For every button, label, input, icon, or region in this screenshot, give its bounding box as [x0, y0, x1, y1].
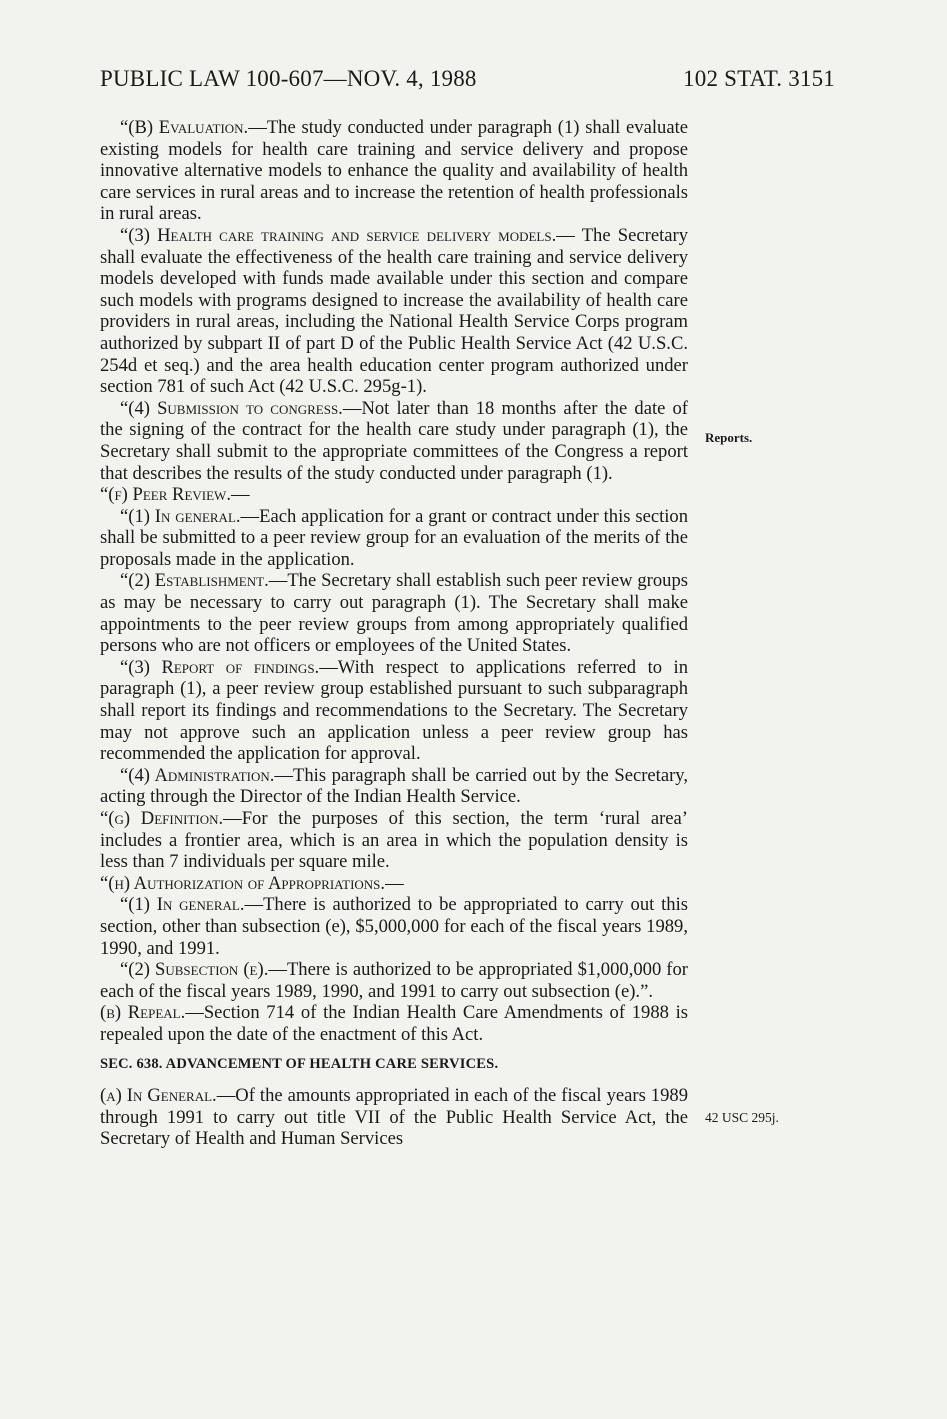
paragraph-text: —For the purposes of this section, the term ‘rural area’ includes a frontier area, which is an area in which the population density is less than 7 individuals per square mile.	[100, 808, 688, 873]
paragraph-f-peer-review	[100, 484, 688, 506]
paragraph-heading: “(1) In general.	[120, 505, 241, 527]
paragraph-3-models	[100, 225, 688, 398]
paragraph-b-repeal	[100, 1002, 688, 1045]
margin-note-reports: Reports.	[705, 430, 753, 445]
paragraph-text: —	[385, 872, 404, 894]
paragraph-text: —Section 714 of the Indian Health Care Amendments of 1988 is repealed upon the date of the enactment of this Act.	[100, 1002, 689, 1045]
paragraph-text: —There is authorized to be appropriated to carry out this section, other than subsection (e), $5,000,000 for each of the fiscal years 1989, 1990, and 1991.	[100, 894, 688, 959]
paragraph-heading: “(g) Definition.	[100, 808, 224, 829]
paragraph-g-definition	[100, 808, 688, 873]
section-heading: SEC. 638. ADVANCEMENT OF HEALTH CARE SERVICES.	[100, 1055, 499, 1072]
paragraph-heading: “(B) Evaluation.	[120, 117, 249, 138]
paragraph-f4-administration	[100, 765, 688, 808]
paragraph-text: —This paragraph shall be carried out by the Secretary, acting through the Director of the Indian Health Service.	[100, 764, 688, 808]
section-638-heading	[100, 1054, 688, 1076]
paragraph-heading: “(h) Authorization of Appropriations.	[100, 872, 386, 894]
paragraph-h2-subsection-e	[100, 959, 688, 1002]
paragraph-text: —The study conducted under paragraph (1) shall evaluate existing models for health care training and service delivery and propose innovative alternative models to enhance the quality and availability of health care services in rural areas and to increase the retention of health professionals in rural areas.	[100, 117, 688, 225]
paragraph-heading: “(2) Establishment.	[120, 570, 269, 592]
paragraph-heading: “(4) Submission to congress.	[120, 397, 343, 419]
header-law-citation: PUBLIC LAW 100-607—NOV. 4, 1988	[100, 66, 477, 91]
paragraph-a-in-general	[100, 1085, 688, 1150]
paragraph-text: —Not later than 18 months after the date of the signing of the contract for the health care study under paragraph (1), the Secretary shall submit to the appropriate committees of the Congress a report that describes the results of the study conducted under paragraph (1).	[100, 397, 688, 484]
paragraph-h-authorization	[100, 873, 688, 895]
paragraph-4-submission	[100, 398, 688, 484]
paragraph-heading: (a) In General.	[100, 1085, 217, 1107]
paragraph-f2-establishment	[100, 570, 688, 656]
paragraph-heading: “(4) Administration.	[120, 764, 275, 786]
paragraph-text: —The Secretary shall establish such peer review groups as may be necessary to carry out paragraph (1). The Secretary shall make appointments to the peer review groups from among appropriately qualified persons who are not officers or employees of the United States.	[100, 570, 688, 657]
paragraph-text: —There is authorized to be appropriated $1,000,000 for each of the fiscal years 1989, 1990, and 1991 to carry out subsection (e).”.	[100, 959, 688, 1002]
paragraph-text: —With respect to applications referred to in paragraph (1), a peer review group established pursuant to such subparagraph shall report its findings and recommendations to the Secretary. The Secretary may not approve such an application unless a peer review group has recommended the application for approval.	[100, 656, 689, 765]
paragraph-text: —Each application for a grant or contract under this section shall be submitted to a peer review group for an evaluation of the merits of the proposals made in the application.	[100, 505, 688, 570]
paragraph-heading: “(1) In general.	[120, 894, 245, 916]
paragraph-text: — The Secretary shall evaluate the effectiveness of the health care training and service delivery models developed with funds made available under this section and compare such models with programs designed to increase the availability of health care providers in rural areas, including the National Health Service Corps program authorized by subpart II of part D of the Public Health Service Act (42 U.S.C. 254d et seq.) and the area health education center program authorized under section 781 of such Act (42 U.S.C. 295g-1).	[100, 224, 688, 398]
paragraph-f3-report-of-findings	[100, 657, 688, 765]
margin-note-usc: 42 USC 295j.	[705, 1110, 779, 1125]
page-header	[100, 66, 835, 92]
paragraph-heading: “(f) Peer Review.	[100, 484, 231, 506]
paragraph-text: —Of the amounts appropriated in each of the fiscal years 1989 through 1991 to carry out title VII of the Public Health Service Act, the Secretary of Health and Human Services	[100, 1085, 688, 1150]
paragraph-text: —	[230, 484, 250, 506]
paragraph-b-evaluation	[100, 117, 688, 225]
paragraph-heading: “(3) Report of findings.	[120, 656, 320, 678]
paragraph-heading: “(3) Health care training and service delivery models.	[120, 224, 557, 246]
document-body	[100, 117, 688, 1150]
header-stat-page: 102 STAT. 3151	[683, 66, 835, 91]
paragraph-f1-in-general	[100, 506, 688, 571]
paragraph-heading: (b) Repeal.	[100, 1002, 186, 1024]
paragraph-h1-in-general	[100, 894, 688, 959]
paragraph-heading: “(2) Subsection (e).	[120, 959, 269, 981]
